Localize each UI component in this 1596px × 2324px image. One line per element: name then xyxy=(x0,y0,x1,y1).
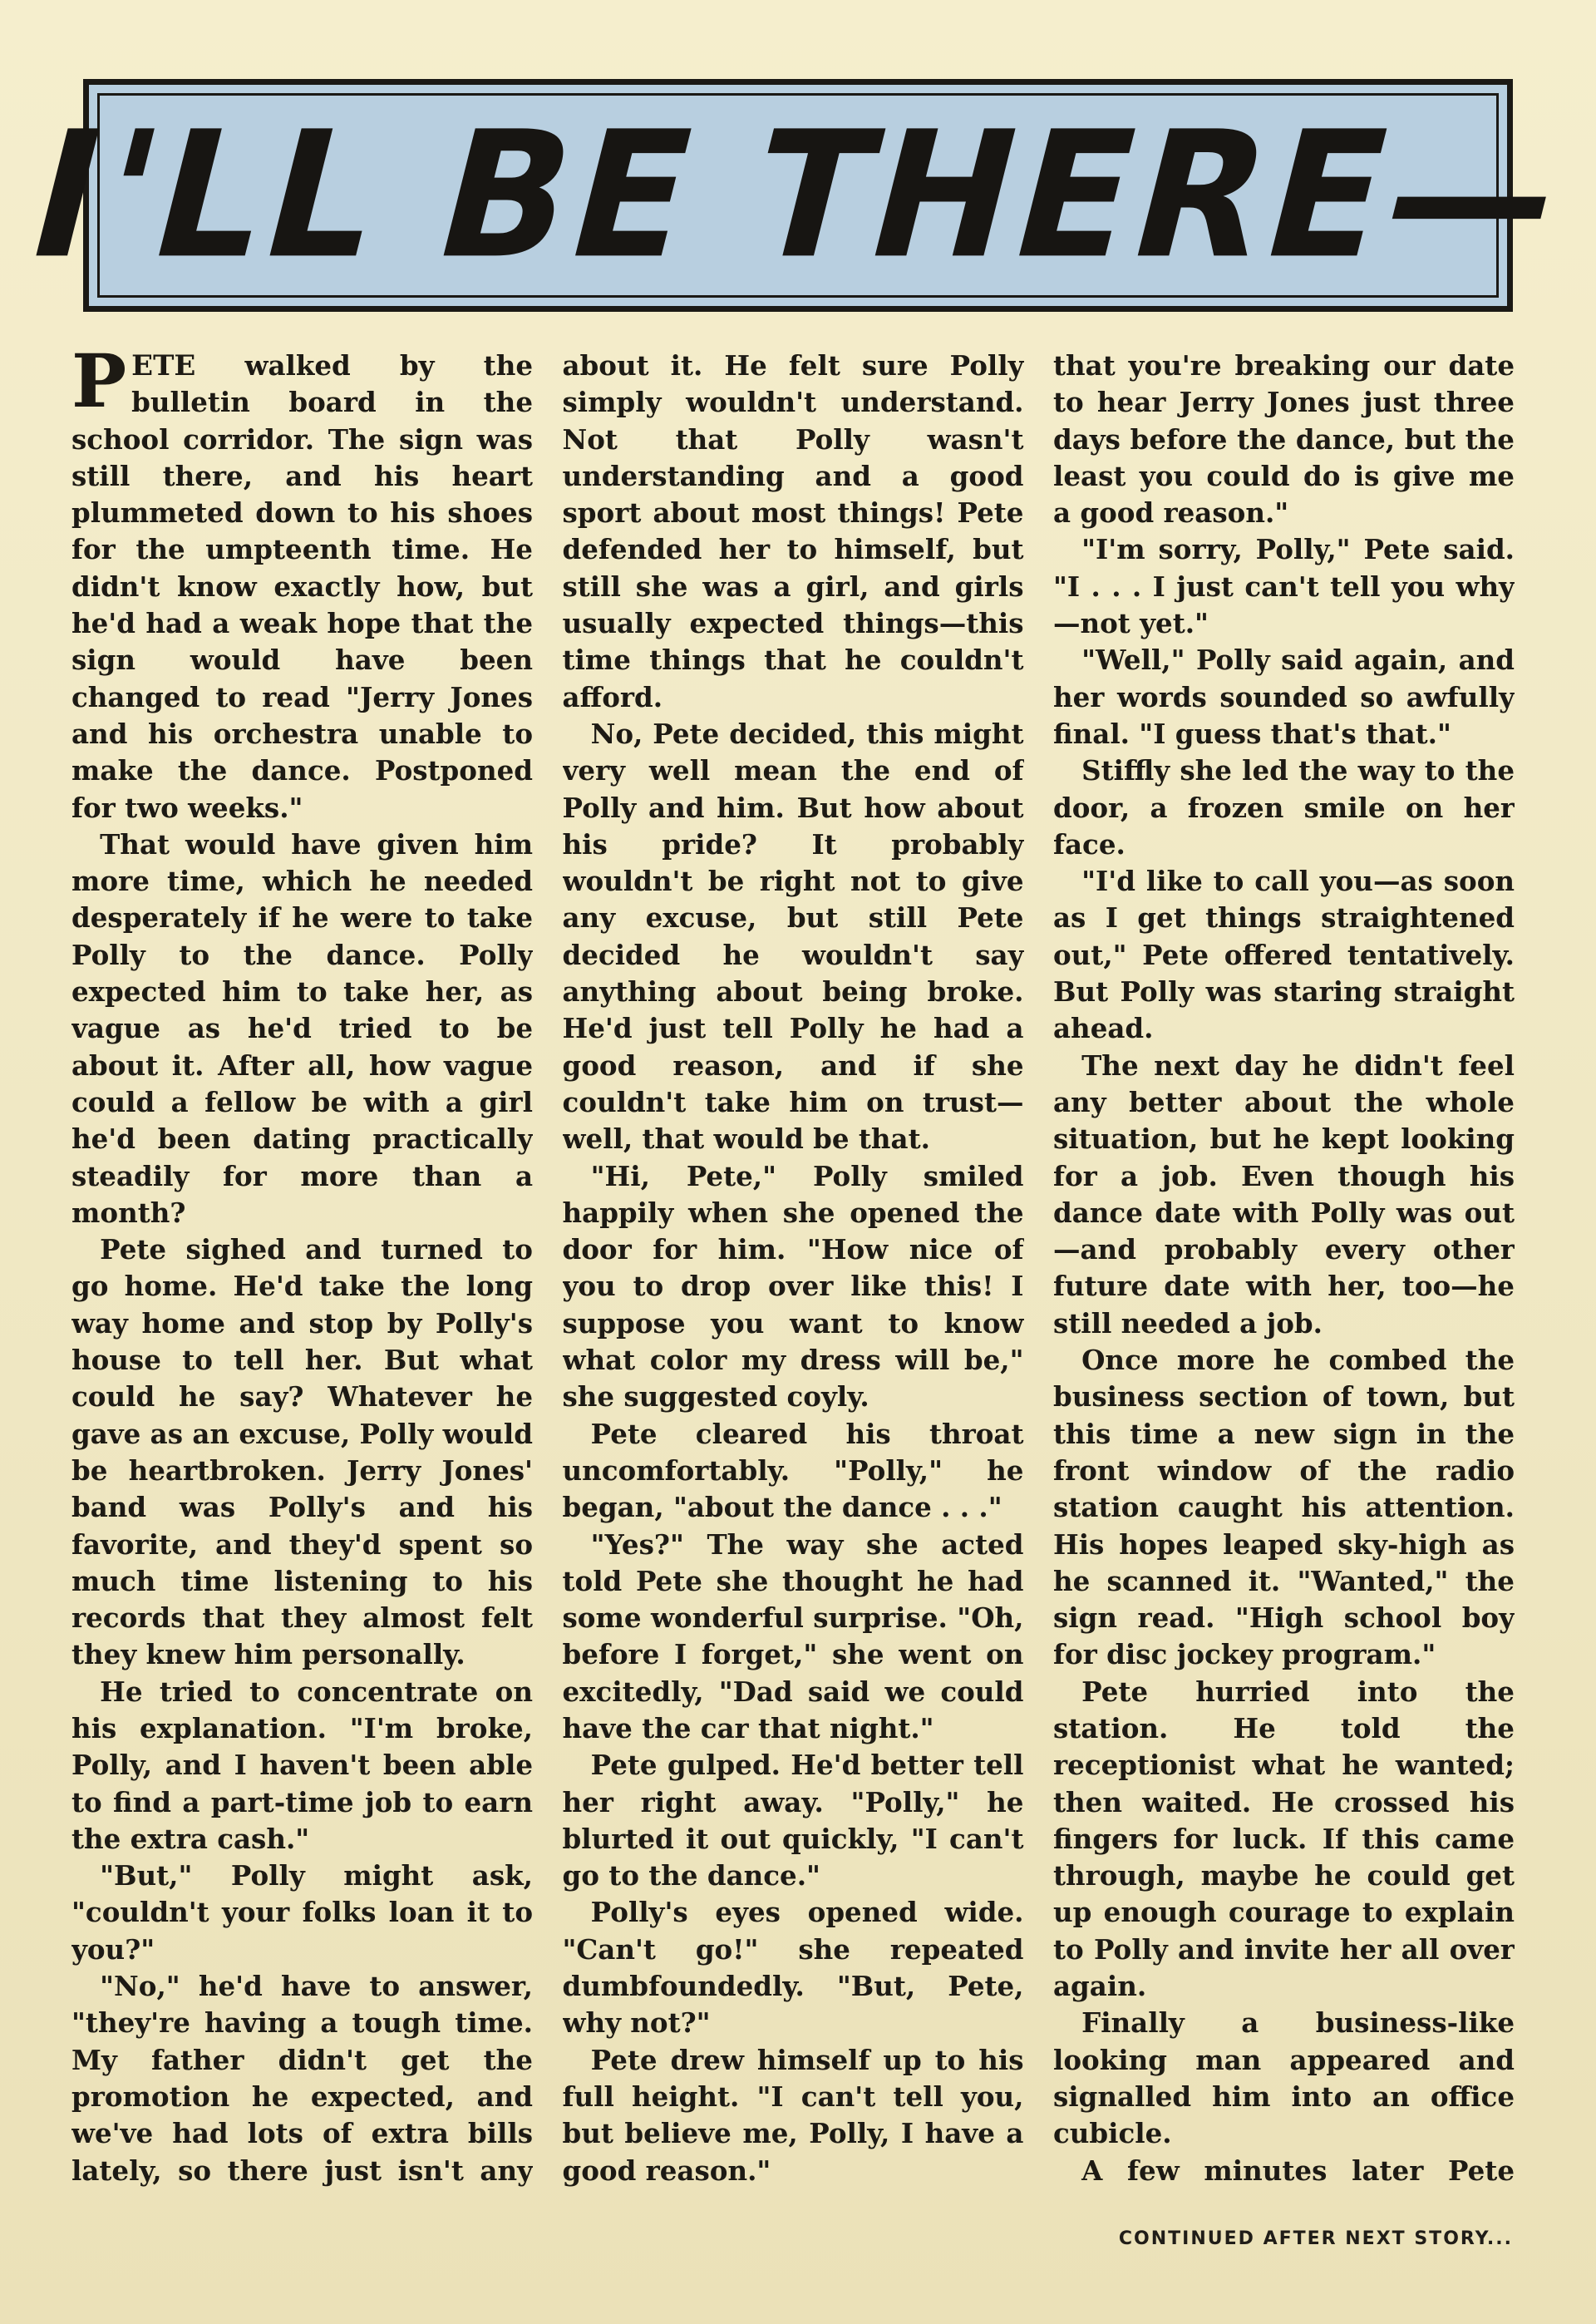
paragraph: Stiffly she led the way to the door, a frozen smile on her face. xyxy=(1053,754,1515,861)
paragraph: That would have given him more time, which he needed desperately if he were to take Polly to the dance. Polly expected him to take her, as vague as he'd tried to be about it. After all, how vague could a fellow be with a girl he'd been dating practically steadily for more than a month? xyxy=(71,827,533,1229)
paragraph xyxy=(563,2189,1024,2192)
paragraph: Finally a business-like looking man appeared and signalled him into an office cubicle. xyxy=(1053,2006,1515,2150)
column-3 xyxy=(1053,348,1515,2192)
continued-note: CONTINUED AFTER NEXT STORY... xyxy=(1118,2228,1513,2249)
paragraph: "Hi, Pete," Polly smiled happily when she opened the door for him. "How nice of you to drop over like this! I suppose you want to know what color my dress will be," she suggested coyly. xyxy=(562,1159,1024,1414)
paragraph: Pete sighed and turned to go home. He'd take the long way home and stop by Polly's house to tell her. But what could he say? Whatever he gave as an excuse, Polly would be heartbroken. Jerry Jones' band was Polly's and his favorite, and they'd spent so much time listening to his records that they almost felt they knew him personally. xyxy=(71,1233,533,1671)
paragraph: about it. He felt sure Polly simply wouldn't understand. Not that Polly wasn't understanding and a good sport about most things! Pete defended her to himself, but still she was a girl, and girls usually expected things—this time things that he couldn't afford. xyxy=(562,349,1024,713)
paragraph: A few minutes later Pete xyxy=(1081,2154,1515,2187)
drop-cap: P xyxy=(71,348,127,424)
paragraph: The next day he didn't feel any better about the whole situation, but he kept looking for a job. Even though his dance date with Polly was out —and probably every other future date with her, too—he still needed a job. xyxy=(1053,1049,1515,1340)
paragraph: "I'd like to call you—as soon as I get things straightened out," Pete offered tentatively. But Polly was staring straight ahead. xyxy=(1053,865,1515,1045)
story-title: I'LL BE THERE— xyxy=(10,93,1586,298)
paragraph: Pete cleared his throat uncomfortably. "Polly," he began, "about the dance . . ." xyxy=(562,1417,1024,1524)
paragraph: "Well," Polly said again, and her words sounded so awfully final. "I guess that's that." xyxy=(1053,644,1515,750)
lead-in: ETE xyxy=(131,349,196,382)
paragraph: Once more he combed the business section of town, but this time a new sign in the front window of the radio station caught his attention. His hopes leaped sky-high as he scanned it. "Wanted," the sign read. "High school boy for disc jockey program." xyxy=(1053,1344,1515,1671)
paragraph: No, Pete decided, this might very well mean the end of Polly and him. But how about his pride? It probably wouldn't be right not to give any excuse, but still Pete decided he wouldn't say anything about being broke. He'd just tell Polly he had a good reason, and if she couldn't take him on trust—well, that would be that. xyxy=(562,717,1024,1156)
title-panel xyxy=(10,79,1586,312)
column-1 xyxy=(71,348,533,2192)
column-2 xyxy=(563,348,1024,2192)
paragraph: that you're breaking our date to hear Jerry Jones just three days before the dance, but the least you could do is give me a good reason." xyxy=(1053,349,1515,530)
story-columns xyxy=(71,348,1515,2192)
paragraph: Pete drew himself up to his full height. "I can't tell you, but believe me, Polly, I have a good reason." xyxy=(562,2043,1024,2187)
paragraph: "But," Polly might ask, "couldn't your folks loan it to you?" xyxy=(71,1859,533,1966)
paragraph: Pete gulped. He'd better tell her right away. "Polly," he blurted it out quickly, "I can't go to the dance." xyxy=(562,1749,1024,1892)
paragraph: "I'm sorry, Polly," Pete said. "I . . . I just can't tell you why —not yet." xyxy=(1053,533,1515,640)
paragraph: Polly's eyes opened wide. "Can't go!" she repeated dumbfoundedly. "But, Pete, why not?" xyxy=(562,1896,1024,2040)
paragraph: Pete hurried into the station. He told the receptionist what he wanted; then waited. He crossed his fingers for luck. If this came through, maybe he could get up enough courage to explain to Polly and invite her all over again. xyxy=(1053,1675,1515,2003)
paragraph: "Yes?" The way she acted told Pete she thought he had some wonderful surprise. "Oh, before I forget," she went on excitedly, "Dad said we could have the car that night." xyxy=(562,1527,1024,1744)
paragraph xyxy=(71,348,533,826)
paragraph: He tried to concentrate on his explanation. "I'm broke, Polly, and I haven't been able to find a part-time job to earn the extra cash." xyxy=(71,1675,533,1855)
paragraph-text: walked by the bulletin board in the school corridor. The sign was still there, and his heart plummeted down to his shoes for the umpteenth time. He didn't know exactly how, but he'd had a weak hope that the sign would have been changed to read "Jerry Jones and his orchestra unable to make the dance. Postponed for two weeks." xyxy=(71,349,533,824)
paragraph: "No," he'd have to answer, "they're having a tough time. My father didn't get the promotion he expected, and we've had lots of extra bills lately, so there just isn't any xyxy=(71,1970,533,2187)
